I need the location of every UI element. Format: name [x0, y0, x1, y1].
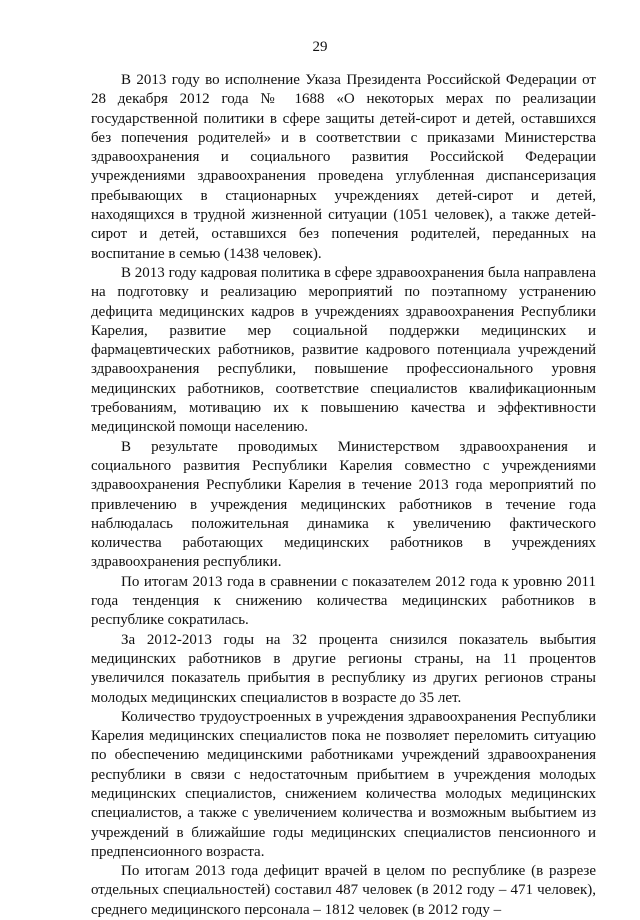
- body-text: [91, 71, 596, 920]
- page-number: 29: [312, 39, 328, 55]
- paragraph-personnel-policy: В 2013 году кадровая политика в сфере здравоохранения была направлена на подготовку и реализацию мероприятий по поэтапному устранению дефицита медицинских кадров в учреждениях здравоохранения Республики Карелия, развитие мер социальной поддержки медицинских и фармацевтических работников, развитие кадрового потенциала учреждений здравоохранения республики, повышение профессионального уровня медицинских работников, соответствие специалистов квалификационным требованиям, мотивацию их к повышению качества и эффективности медицинской помощи населению.: [91, 264, 596, 436]
- paragraph-2013-results: По итогам 2013 года в сравнении с показателем 2012 года к уровню 2011 года тенденция к снижению количества медицинских работников в республике сократилась.: [91, 573, 596, 629]
- paragraph-orphans-dispensary: В 2013 году во исполнение Указа Президента Российской Федерации от 28 декабря 2012 года № 1688 «О некоторых мерах по реализации государственной политики в сфере защиты детей-сирот и детей, оставшихся без попечения родителей» и в соответствии с приказами Министерства здравоохранения и социального развития Российской Федерации учреждениями здравоохранения проведена углубленная диспансеризация пребывающих в стационарных учреждениях детей-сирот и детей, находящихся в трудной жизненной ситуации (1051 человек), а также детей-сирот и детей, оставшихся без попечения родителей, переданных на воспитание в семью (1438 человек).: [91, 72, 596, 262]
- paragraph-recruitment-results: В результате проводимых Министерством здравоохранения и социального развития Республики Карелия совместно с учреждениями здравоохранения Республики Карелия в течение 2013 года мероприятий по привлечению в учреждения медицинских работников в течение года наблюдалась положительная динамика к увеличению фактического количества работающих медицинских работников в учреждениях здравоохранения республики.: [91, 438, 596, 571]
- paragraph-doctor-deficit: По итогам 2013 года дефицит врачей в целом по республике (в разрезе отдельных специальностей) составил 487 человек (в 2012 году – 471 человек), среднего медицинского персонала – 1812 человек (в 2012 году –: [91, 863, 596, 918]
- paragraph-migration-stats: За 2012-2013 годы на 32 процента снизился показатель выбытия медицинских работников в другие регионы страны, на 11 процентов увеличился показатель прибытия в республику из других регионов страны молодых медицинских специалистов в возрасте до 35 лет.: [91, 631, 596, 706]
- paragraph-employment-shortage: Количество трудоустроенных в учреждения здравоохранения Республики Карелия медицинских специалистов пока не позволяет переломить ситуацию по обеспечению медицинскими работниками учреждений здравоохранения республики в связи с недостаточным прибытием в учреждения молодых медицинских специалистов, снижением количества молодых медицинских специалистов, а также с увеличением количества и возможным выбытием из учреждений в ближайшие годы медицинских специалистов пенсионного и предпенсионного возраста.: [91, 708, 596, 860]
